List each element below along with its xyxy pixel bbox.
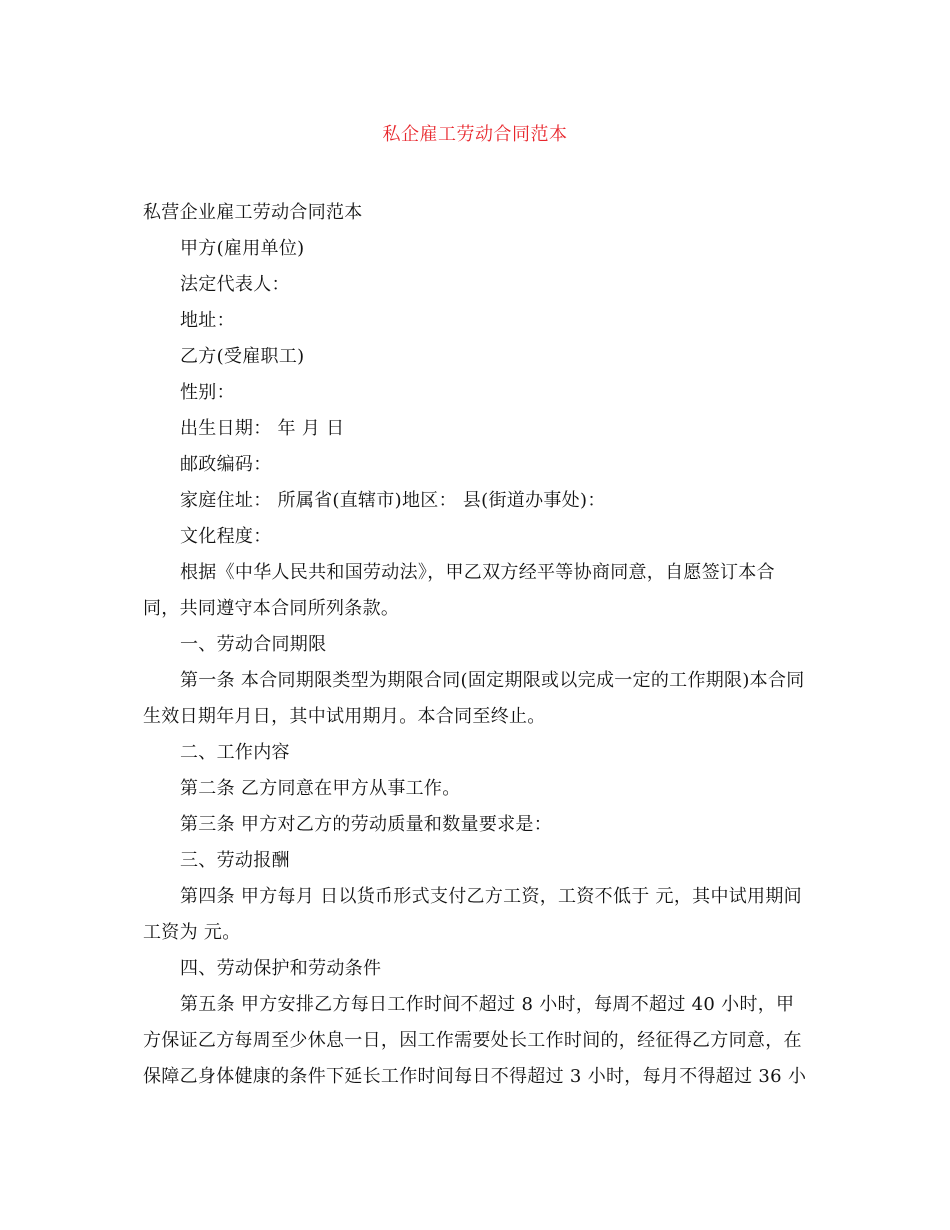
education-field: 文化程度： bbox=[180, 526, 272, 547]
article-4-paragraph: 第四条 甲方每月 日以货币形式支付乙方工资，工资不低于 元，其中试用期间工资为 元。 bbox=[143, 886, 802, 943]
article-2-paragraph: 第二条 乙方同意在甲方从事工作。 bbox=[180, 778, 461, 799]
home-address-field: 家庭住址： 所属省(直辖市)地区： 县(街道办事处)： bbox=[180, 490, 606, 511]
article-5-paragraph: 第五条 甲方安排乙方每日工作时间不超过 8 小时，每周不超过 40 小时，甲方保证乙方每周至少休息一日，因工作需要处长工作时间的，经征得乙方同意，在保障乙身体健康的条件下延长工作时间每日不得超过 3 小时，每月不得超过 36 小 bbox=[143, 994, 807, 1087]
address-field: 地址： bbox=[180, 310, 235, 331]
postal-code-field: 邮政编码： bbox=[180, 454, 272, 475]
section-heading-contract-term: 一、劳动合同期限 bbox=[180, 634, 327, 655]
section-heading-labor-protection: 四、劳动保护和劳动条件 bbox=[180, 958, 382, 979]
party-b-label: 乙方(受雇职工) bbox=[180, 346, 305, 367]
article-3-paragraph: 第三条 甲方对乙方的劳动质量和数量要求是： bbox=[180, 814, 553, 835]
legal-representative-field: 法定代表人： bbox=[180, 274, 290, 295]
section-heading-remuneration: 三、劳动报酬 bbox=[180, 850, 290, 871]
birth-date-field: 出生日期： 年 月 日 bbox=[180, 418, 345, 439]
preamble-paragraph: 根据《中华人民共和国劳动法》，甲乙双方经平等协商同意，自愿签订本合同，共同遵守本合同所列条款。 bbox=[143, 562, 775, 619]
document-title: 私企雇工劳动合同范本 bbox=[382, 124, 568, 145]
party-a-label: 甲方(雇用单位) bbox=[180, 238, 305, 259]
section-heading-work-content: 二、工作内容 bbox=[180, 742, 290, 763]
article-1-paragraph: 第一条 本合同期限类型为期限合同(固定期限或以完成一定的工作期限)本合同生效日期年月日，其中试用期月。本合同至终止。 bbox=[143, 670, 805, 727]
document-body bbox=[143, 195, 808, 1095]
subtitle-paragraph: 私营企业雇工劳动合同范本 bbox=[143, 202, 363, 223]
gender-field: 性别： bbox=[180, 382, 235, 403]
